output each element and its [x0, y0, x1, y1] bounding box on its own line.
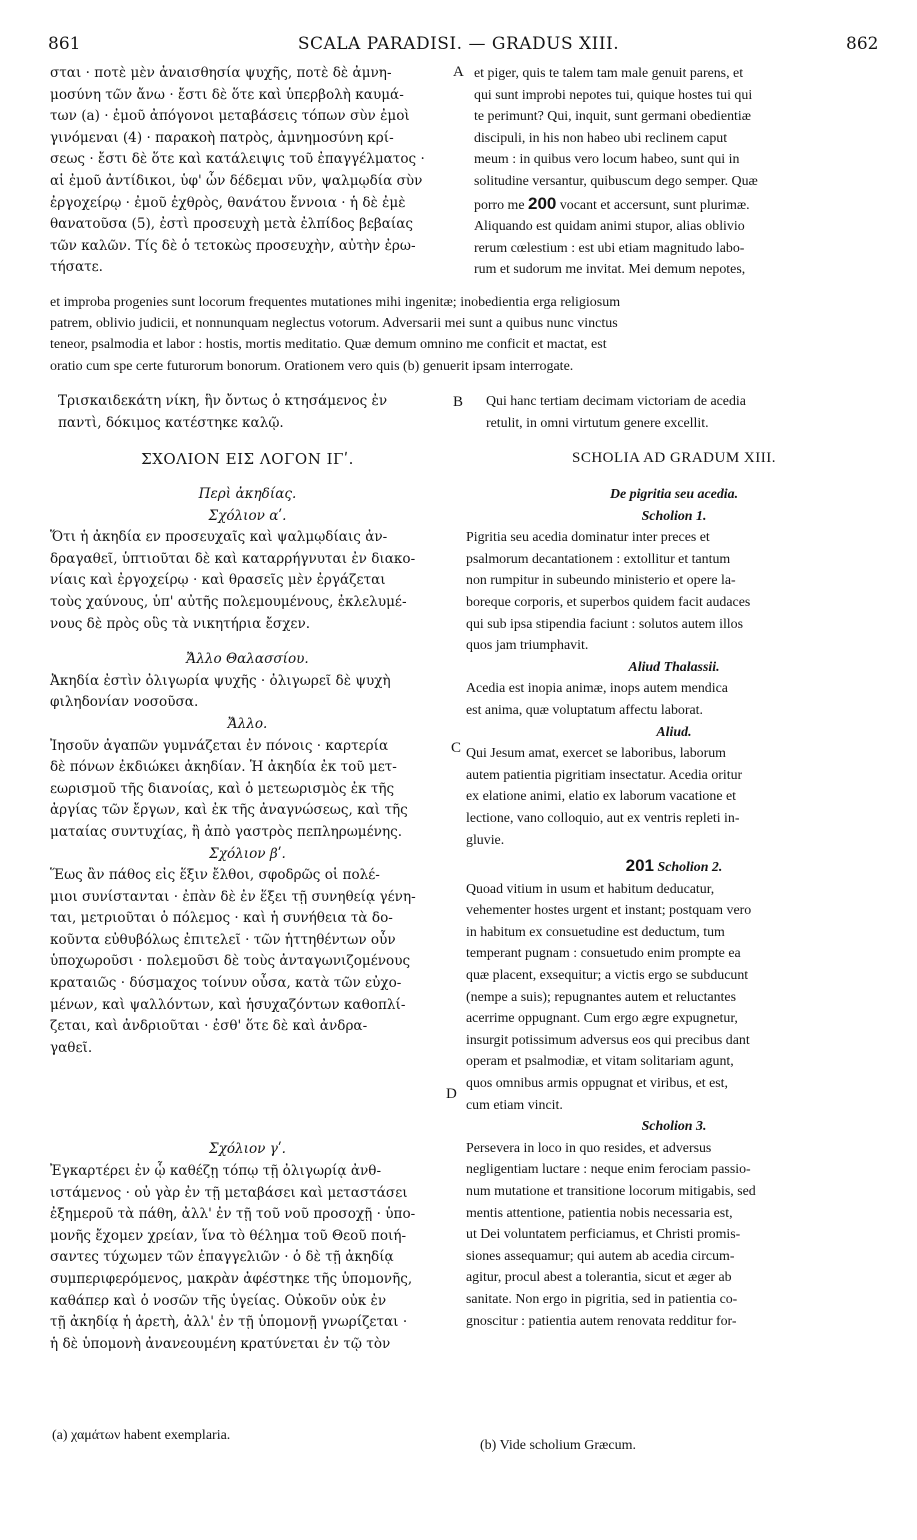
- text-line: quos omnibus armis oppugnat et viribus, et est,: [466, 1076, 728, 1092]
- text-line: τοὺς χαύνους, ὑπ' αὐτῆς πολεμουμένους, ἐκλελυμέ-: [50, 593, 407, 610]
- text-line: gluvie.: [466, 832, 505, 848]
- text-line: quæ placent, exsequitur; a victis ergo se subducunt: [466, 968, 749, 984]
- text-line: ut Dei voluntatem perficiamus, et Christi promis-: [466, 1227, 741, 1243]
- text-line: qui sub ipsa stipendia faciunt : solutos autem illos: [466, 616, 744, 632]
- text-line: γαθεῖ.: [50, 1039, 93, 1056]
- greek-allo: [50, 736, 445, 844]
- text-line: σαντες τύχωμεν τῶν ἐπαγγελιῶν · ὁ δὲ τῇ ἀκηδίᾳ: [50, 1249, 394, 1266]
- latin-aliud: [466, 743, 882, 851]
- text-line: μιοι συνίστανται · ἐπὰν δὲ ἐν ἕξει τῇ συνηθείᾳ γένη-: [50, 888, 416, 905]
- text-line: mentis attentione, patientia nobis necessaria est,: [466, 1205, 733, 1221]
- margin-letter-a: A: [453, 64, 464, 80]
- text-line: psalmorum decantationem : extollitur et tantum: [466, 551, 731, 567]
- text-line: cum etiam vincit.: [466, 1097, 563, 1113]
- text-line: Acedia est inopia animæ, inops autem mendica: [466, 681, 728, 697]
- page-marker-200: 200: [528, 193, 557, 213]
- latin-scholion-3-title: Scholion 3.: [641, 1119, 707, 1135]
- text-line: Ἐγκαρτέρει ἐν ᾧ καθέζῃ τόπῳ τῇ ὀλιγωρίᾳ ἀνθ-: [50, 1163, 382, 1180]
- greek-scholion-1-title: Σχόλιον αʹ.: [208, 507, 287, 524]
- text-line: oratio cum spe certe futurorum bonorum. Orationem vero quis (b) genuerit ipsam interrogate.: [50, 358, 574, 374]
- text-line: Quoad vitium in usum et habitum deducatur,: [466, 881, 715, 897]
- text-line: meum : in quibus vero locum habeo, sunt qui in: [474, 152, 740, 168]
- text-line: ματαίας συντυχίας, ἢ ἀπὸ γαστρὸς πεπληρωμένης.: [50, 823, 403, 840]
- page-marker-201: 201: [625, 856, 655, 876]
- text-line: lectione, vano colloquio, aut ex ventris repleti in-: [466, 810, 740, 826]
- greek-scholia-heading: ΣΧΟΛΙΟΝ ΕΙΣ ΛΟΓΟΝ ΙΓʹ.: [141, 450, 354, 468]
- closing-latin: [486, 391, 886, 434]
- text-line: rum et sudorum me invitat. Mei demum nepotes,: [474, 262, 746, 278]
- full-width-latin: [50, 292, 880, 377]
- text-line: Qui Jesum amat, exercet se laboribus, laborum: [466, 746, 726, 762]
- text-line: ιστάμενος · οὐ γὰρ ἐν τῇ μεταβάσει καὶ μεταστάσει: [50, 1184, 408, 1201]
- latin-scholion-3: [466, 1138, 882, 1332]
- greek-scholion-1: [50, 527, 445, 635]
- text-line: συμπεριφερόμενος, μακρὰν ἀφέστηκε τῆς ὑπομονῆς,: [50, 1271, 413, 1287]
- latin-scholia-column: [466, 450, 882, 1332]
- text-line: μένων, καὶ ψαλλόντων, καὶ ἡσυχαζόντων καθοπλί-: [50, 996, 406, 1013]
- text-line: σεως · ἔστι δὲ ὅτε καὶ κατάλειψις τοῦ ἐπαγγέλματος ·: [50, 151, 425, 168]
- footnote-left: (a) χαμάτων habent exemplaria.: [52, 1428, 231, 1443]
- text-line: ἐργοχείρῳ · ἐμοῦ ἐχθρὸς, θανάτου ἔννοια · ἡ δὲ ἐμὲ: [50, 194, 406, 211]
- text-line: ἡ δὲ ὑπομονὴ ἀνανεουμένη κρατύνεται ἐν τῷ τὸν: [50, 1335, 391, 1352]
- margin-letter-d: D: [446, 1086, 457, 1102]
- text-line: temperant pugnam : consuetudo enim prompte ea: [466, 946, 741, 962]
- text-line: Ἰησοῦν ἀγαπῶν γυμνάζεται ἐν πόνοις · καρτερία: [50, 737, 389, 754]
- text-line: non rumpitur in subeundo ministerio et opere la-: [466, 573, 736, 589]
- text-line: solitudine versantur, quibuscum dego semper. Quæ: [474, 173, 758, 189]
- text-line: porro me 200 vocant et accersunt, sunt plurimæ.: [474, 193, 750, 213]
- text-line: siones assequamur; qui autem ab acedia circum-: [466, 1248, 735, 1264]
- text-line: insurgit potissimum adversus eos qui precibus dant: [466, 1032, 750, 1048]
- text-line: φιληδονίαν νοσοῦσα.: [50, 694, 199, 711]
- text-line: est anima, quæ voluptatum affectu laborat.: [466, 702, 703, 718]
- text-line: operam et psalmodiæ, et vitam solitariam agunt,: [466, 1054, 734, 1070]
- text-line: num mutatione et transitione locorum mitigabis, sed: [466, 1184, 756, 1199]
- greek-scholion-2-title: Σχόλιον βʹ.: [209, 845, 286, 862]
- text-line: κοῦντα εὐθυβόλως ἐπιτελεῖ · τῶν ἡττηθέντων οὖν: [50, 931, 396, 948]
- text-line: quos jam triumphavit.: [466, 638, 589, 654]
- text-line: γινόμεναι (4) · παρακοὴ πατρὸς, ἀμνημοσύνη κρί-: [50, 129, 394, 146]
- text-line: gnoscitur : patientia autem renovata redditur for-: [466, 1313, 737, 1329]
- greek-scholion-3: [50, 1161, 445, 1355]
- text-line: et piger, quis te talem tam male genuit parens, et: [474, 66, 744, 81]
- greek-scholion-3-title: Σχόλιον γʹ.: [209, 1141, 286, 1158]
- running-title: SCALA PARADISI. — GRADUS XIII.: [297, 34, 620, 54]
- greek-thalassius-title: Ἄλλο Θαλασσίου.: [186, 651, 309, 668]
- greek-scholia-column: [50, 450, 445, 1355]
- text-line: δραγαθεῖ, ὑπτιοῦται δὲ καὶ καταρρήγνυται ἐν διακο-: [50, 550, 416, 567]
- greek-subheading: Περὶ ἀκηδίας.: [198, 486, 297, 502]
- text-line: των (a) · ἐμοῦ ἀπόγονοι μεταβάσεις τόπων σὺν ἐμοὶ: [50, 108, 410, 125]
- latin-scholion-1: [466, 527, 882, 657]
- text-line: δὲ πόνων ἐκδιώκει ἀκηδίαν. Ἡ ἀκηδία ἐκ τοῦ μετ-: [50, 759, 397, 776]
- text-line: τῶν καλῶν. Τίς δὲ ὁ τετοκὼς προσευχὴν, αὐτὴν ἐρω-: [50, 237, 416, 254]
- text-line: παντὶ, δόκιμος κατέστηκε καλῷ.: [58, 414, 284, 431]
- latin-scholion-2-heading: 201 Scholion 2.: [625, 856, 723, 876]
- margin-letter-b: B: [453, 394, 464, 410]
- text-line: μοσύνη τῶν ἄνω · ἔστι δὲ ὅτε καὶ ὑπερβολὴ καυμά-: [50, 86, 404, 103]
- text-line: retulit, in omni virtutum genere excellit.: [486, 415, 709, 431]
- text-line: Τρισκαιδεκάτη νίκη, ἣν ὄντως ὁ κτησάμενος ἐν: [58, 393, 388, 409]
- text-line: boreque corporis, et superbos quidem facit audaces: [466, 594, 751, 610]
- text-line: Ἕως ἂν πάθος εἰς ἕξιν ἔλθοι, σφοδρῶς οἱ πολέ-: [50, 867, 380, 884]
- text-line: ζεται, καὶ ἀνδριοῦται · ἐσθ' ὅτε δὲ καὶ ἀνδρα-: [50, 1018, 368, 1035]
- margin-letter-c: C: [451, 740, 462, 756]
- text-line: in habitum ex consuetudine est deductum, tum: [466, 924, 725, 940]
- text-line: ἀργίας τῶν ἔργων, καὶ ἐκ τῆς ἀναγνώσεως, καὶ τῆς: [50, 802, 408, 819]
- text-line: rerum cœlestium : est ubi etiam magnitudo labo-: [474, 240, 745, 256]
- text-line: agitur, procul abest a tolerantia, sicut et æger ab: [466, 1270, 732, 1286]
- latin-thalassius-title: Aliud Thalassii.: [628, 659, 720, 675]
- text-line: Ἀκηδία ἐστὶν ὀλιγωρία ψυχῆς · ὀλιγωρεῖ δὲ ψυχὴ: [50, 672, 391, 689]
- text-line: autem patientia pigritiam insectatur. Acedia oritur: [466, 767, 743, 783]
- latin-aliud-title: Aliud.: [656, 724, 692, 740]
- text-line: εωρισμοῦ τῆς διανοίας, καὶ ὁ μετεωρισμὸς ἐκ τῆς: [50, 780, 395, 797]
- text-line: discipuli, in his non habeo ubi reclinem caput: [474, 130, 728, 146]
- text-line: ἐξημεροῦ τὰ πάθη, ἀλλ' ἐν τῇ τοῦ νοῦ προσοχῇ · ὑπο-: [50, 1206, 416, 1223]
- text-line: ται, μετριοῦται ὁ πόλεμος · καὶ ἡ συνήθεια τὰ δο-: [50, 910, 393, 927]
- latin-scholion-1-title: Scholion 1.: [641, 508, 707, 524]
- greek-thalassius: [50, 671, 445, 714]
- footnote-right: (b) Vide scholium Græcum.: [480, 1438, 636, 1453]
- latin-scholion-2: [466, 879, 882, 1117]
- greek-allo-title: Ἄλλο.: [227, 715, 268, 732]
- text-line: θανατοῦσα (5), ἐστὶ προσευχὴ μετὰ ἐλπίδος βεβαίας: [50, 216, 414, 233]
- text-line: te perimunt? Qui, inquit, sunt germani obedientiæ: [474, 109, 751, 125]
- page-number-left: 861: [48, 34, 81, 54]
- text-line: σται · ποτὲ μὲν ἀναισθησία ψυχῆς, ποτὲ δὲ ἀμνη-: [50, 65, 392, 81]
- text-line: αἱ ἐμοῦ ἀντίδικοι, ὑφ' ὧν δέδεμαι νῦν, ψαλμῳδία σὺν: [50, 172, 423, 189]
- text-line: ex elatione animi, elatio ex laborum vacatione et: [466, 789, 736, 805]
- text-line: νους δὲ πρὸς οὓς τὰ νικητήρια ἔσχεν.: [50, 615, 311, 632]
- closing-greek: [58, 391, 448, 434]
- text-line: τήσατε.: [50, 259, 104, 276]
- text-line: sanitate. Non ergo in pigritia, sed in patientia co-: [466, 1291, 738, 1307]
- text-line: acerrime oppugnant. Cum ergo ægre expugnetur,: [466, 1011, 738, 1027]
- text-line: patrem, oblivio judicii, et nonnunquam neglectus votorum. Adversarii mei sunt a quibus nunc vinctus: [50, 316, 618, 332]
- latin-scholia-heading: SCHOLIA AD GRADUM XIII.: [571, 450, 776, 466]
- latin-thalassius: [466, 678, 882, 721]
- text-line: τῇ ἀκηδίᾳ ἡ ἀρετὴ, ἀλλ' ἐν τῇ ὑπομονῇ γνωρίζεται ·: [50, 1314, 408, 1331]
- text-line: ὑποχωροῦσι · πολεμοῦσι δὲ τοὺς ἀνταγωνιζομένους: [50, 953, 411, 970]
- text-line: teneor, psalmodia et labor : hostis, mortis meditatio. Quæ demum omnino me conficit et mactat, est: [50, 337, 607, 353]
- text-line: νίαις καὶ ἐργοχείρῳ · καὶ θρασεῖς μὲν ἐργάζεται: [50, 572, 386, 589]
- text-line: καθάπερ καὶ ὁ νοσῶν τῆς ὑγείας. Οὐκοῦν οὐκ ἐν: [50, 1292, 387, 1309]
- text-line: Qui hanc tertiam decimam victoriam de acedia: [486, 394, 746, 409]
- text-line: Pigritia seu acedia dominatur inter preces et: [466, 530, 710, 546]
- text-line: Persevera in loco in quo resides, et adversus: [466, 1140, 712, 1156]
- text-line: κραταιῶς · δύσμαχος τοίνυν οὖσα, κατὰ τῶν εὐχο-: [50, 975, 402, 992]
- top-latin-column: [474, 63, 882, 281]
- latin-subheading: De pigritia seu acedia.: [609, 487, 739, 502]
- page-number-right: 862: [846, 34, 879, 54]
- text-line: qui sunt improbi nepotes tui, quique hostes tui qui: [474, 87, 753, 103]
- text-line: Aliquando est quidam animi stupor, alias oblivio: [474, 219, 745, 235]
- text-line: et improba progenies sunt locorum frequentes mutationes mihi ingenitæ; inobedientia erga religiosum: [50, 295, 621, 310]
- text-line: negligentiam luctare : neque enim ferociam passio-: [466, 1162, 751, 1178]
- text-line: (nempe a suis); repugnantes autem et reluctantes: [466, 989, 736, 1005]
- greek-scholion-2: [50, 865, 445, 1059]
- top-greek-column: [50, 63, 445, 279]
- text-line: vehementer hostes urgent et instant; postquam vero: [466, 903, 752, 919]
- text-line: μονῆς ἔχομεν χρείαν, ἵνα τὸ θέλημα τοῦ Θεοῦ ποιή-: [50, 1227, 407, 1244]
- text-line: Ὅτι ἡ ἀκηδία εν προσευχαῖς καὶ ψαλμῳδίαις ἀν-: [50, 529, 388, 546]
